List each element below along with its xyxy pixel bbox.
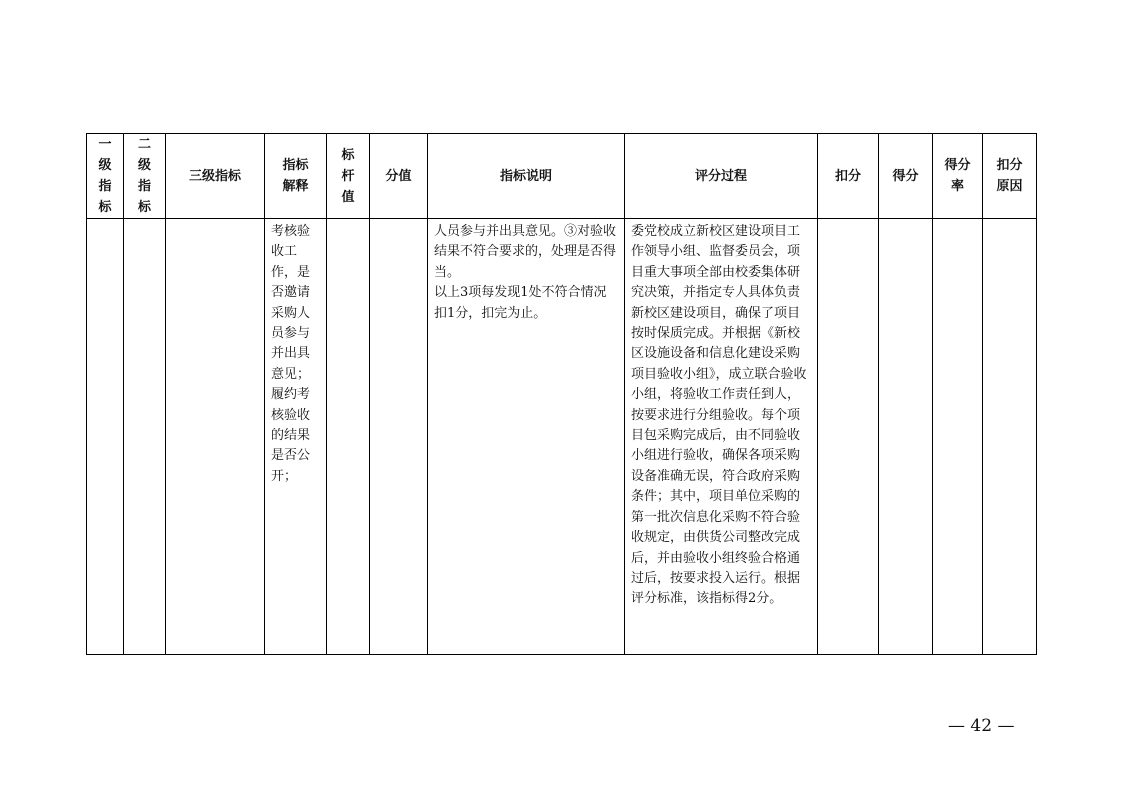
header-row — [87, 134, 1037, 219]
header-level2: 二级指标 — [124, 134, 166, 219]
header-level3: 三级指标 — [166, 134, 265, 219]
cell-deduction — [818, 219, 879, 655]
cell-level3 — [166, 219, 265, 655]
page-number: — 42 — — [948, 716, 1015, 736]
cell-level2 — [124, 219, 166, 655]
cell-description: 人员参与并出具意见。③对验收结果不符合要求的，处理是否得当。 以上3项每发现1处不符合情况扣1分，扣完为止。 — [428, 219, 625, 655]
header-benchmark: 标杆值 — [327, 134, 370, 219]
header-score-rate: 得分率 — [933, 134, 983, 219]
cell-deduction-reason — [983, 219, 1037, 655]
header-description: 指标说明 — [428, 134, 625, 219]
cell-benchmark — [327, 219, 370, 655]
header-deduction: 扣分 — [818, 134, 879, 219]
header-interpretation: 指标解释 — [265, 134, 327, 219]
cell-score-value — [370, 219, 428, 655]
header-level1: 一级指标 — [87, 134, 124, 219]
cell-level1 — [87, 219, 124, 655]
cell-interpretation: 考核验收工作，是否邀请采购人员参与并出具意见；履约考核验收的结果是否公开； — [265, 219, 327, 655]
header-deduction-reason: 扣分原因 — [983, 134, 1037, 219]
table-row — [87, 219, 1037, 655]
cell-score — [879, 219, 933, 655]
evaluation-table — [86, 133, 1037, 655]
header-score-value: 分值 — [370, 134, 428, 219]
header-score: 得分 — [879, 134, 933, 219]
header-process: 评分过程 — [625, 134, 818, 219]
cell-score-rate — [933, 219, 983, 655]
cell-process: 委党校成立新校区建设项目工作领导小组、监督委员会，项目重大事项全部由校委集体研究决策，并指定专人具体负责新校区建设项目，确保了项目按时保质完成。并根据《新校区设施设备和信息化建设采购项目验收小组》，成立联合验收小组，将验收工作责任到人，按要求进行分组验收。每个项目包采购完成后，由不同验收小组进行验收，确保各项采购设备准确无误，符合政府采购条件；其中，项目单位采购的第一批次信息化采购不符合验收规定，由供货公司整改完成后，并由验收小组终验合格通过后，按要求投入运行。根据评分标准，该指标得2分。 — [625, 219, 818, 655]
